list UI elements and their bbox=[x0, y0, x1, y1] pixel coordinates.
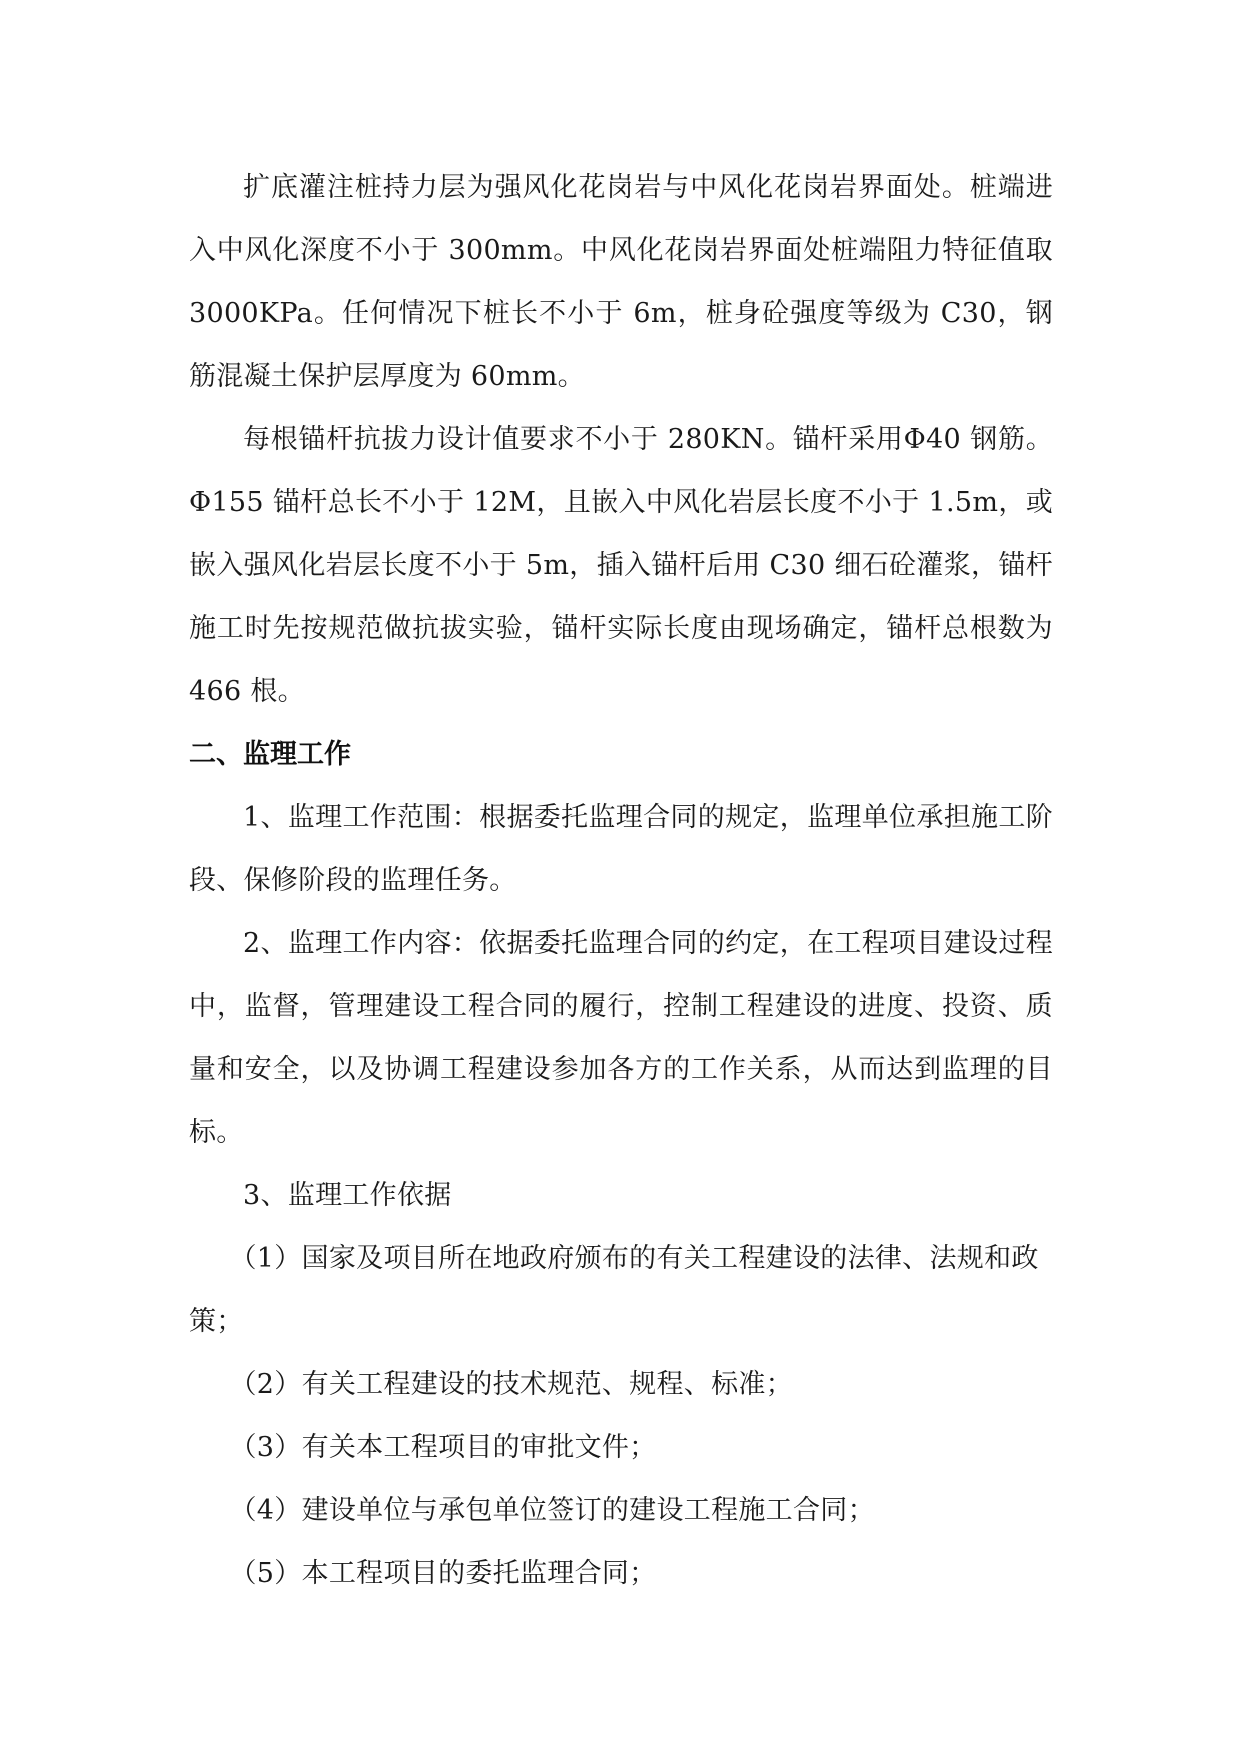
list-item-basis-1: （1）国家及项目所在地政府颁布的有关工程建设的法律、法规和政策； bbox=[189, 1243, 1039, 1337]
paragraph-supervision-scope: 1、监理工作范围：根据委托监理合同的规定，监理单位承担施工阶段、保修阶段的监理任务。 bbox=[189, 802, 1053, 896]
list-item-basis-2: （2）有关工程建设的技术规范、规程、标准； bbox=[229, 1369, 793, 1400]
list-item-basis-4: （4）建设单位与承包单位签订的建设工程施工合同； bbox=[229, 1495, 875, 1526]
paragraph-supervision-basis-title: 3、监理工作依据 bbox=[243, 1180, 452, 1211]
section-heading-supervision-work: 二、监理工作 bbox=[189, 739, 351, 770]
list-item-basis-5: （5）本工程项目的委托监理合同； bbox=[229, 1558, 657, 1589]
document-body bbox=[189, 156, 1053, 1605]
paragraph-pile-foundation: 扩底灌注桩持力层为强风化花岗岩与中风化花岗岩界面处。桩端进入中风化深度不小于 300mm。中风化花岗岩界面处桩端阻力特征值取 3000KPa。任何情况下桩长不小于 6m，桩身砼强度等级为 C30，钢筋混凝土保护层厚度为 60mm。 bbox=[189, 172, 1053, 392]
list-item-basis-3: （3）有关本工程项目的审批文件； bbox=[229, 1432, 657, 1463]
paragraph-supervision-content: 2、监理工作内容：依据委托监理合同的约定，在工程项目建设过程中，监督，管理建设工程合同的履行，控制工程建设的进度、投资、质量和安全，以及协调工程建设参加各方的工作关系，从而达到监理的目标。 bbox=[189, 928, 1053, 1148]
paragraph-anchor-rods: 每根锚杆抗拔力设计值要求不小于 280KN。锚杆采用Φ40 钢筋。Φ155 锚杆总长不小于 12M，且嵌入中风化岩层长度不小于 1.5m，或嵌入强风化岩层长度不小于 5m，插入锚杆后用 C30 细石砼灌浆，锚杆施工时先按规范做抗拔实验，锚杆实际长度由现场确定，锚杆总根数为 466 根。 bbox=[189, 424, 1053, 707]
